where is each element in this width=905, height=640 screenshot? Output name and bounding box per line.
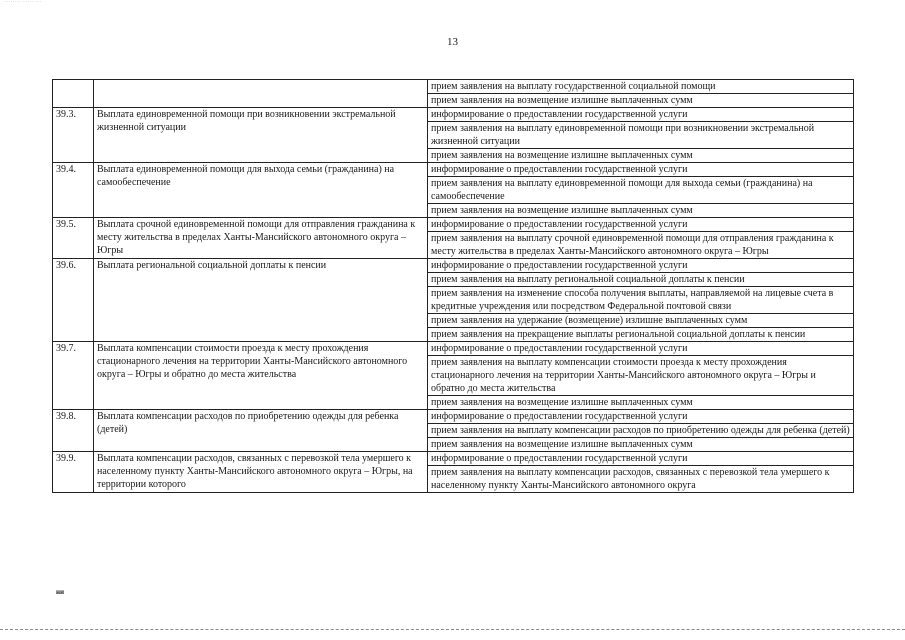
subservice-item: информирование о предоставлении государственной услуги [428, 410, 854, 424]
service-number: 39.8. [53, 410, 94, 452]
subservice-item: прием заявления на возмещение излишне выплаченных сумм [428, 396, 854, 410]
subservice-item: прием заявления на выплату компенсации расходов по приобретению одежды для ребенка (детей) [428, 424, 854, 438]
service-number: 39.9. [53, 452, 94, 493]
services-table [52, 79, 854, 493]
service-name: Выплата компенсации стоимости проезда к месту прохождения стационарного лечения на территории Ханты-Мансийского автономного округа – Югры и обратно до места жительства [94, 342, 428, 410]
service-name: Выплата компенсации расходов по приобретению одежды для ребенка (детей) [94, 410, 428, 452]
service-number: 39.5. [53, 218, 94, 259]
service-number: 39.6. [53, 259, 94, 342]
subservice-item: прием заявления на изменение способа получения выплаты, направляемой на лицевые счета в кредитные учреждения или посредством Федеральной почтовой связи [428, 287, 854, 314]
subservice-item: информирование о предоставлении государственной услуги [428, 342, 854, 356]
services-table-body [53, 80, 854, 493]
subservice-item: прием заявления на выплату компенсации расходов, связанных с перевозкой тела умершего к населенному пункту Ханты-Мансийского автономного округа [428, 466, 854, 493]
table-row [53, 342, 854, 356]
table-row [53, 259, 854, 273]
service-name: Выплата компенсации расходов, связанных с перевозкой тела умершего к населенному пункту Ханты-Мансийского автономного округа – Югры, на территории которого [94, 452, 428, 493]
service-number: 39.7. [53, 342, 94, 410]
service-name: Выплата единовременной помощи для выхода семьи (гражданина) на самообеспечение [94, 163, 428, 218]
subservice-item: прием заявления на выплату региональной социальной доплаты к пенсии [428, 273, 854, 287]
subservice-item: прием заявления на прекращение выплаты региональной социальной доплаты к пенсии [428, 328, 854, 342]
footer-mark: ни [56, 588, 65, 596]
subservice-item: прием заявления на выплату компенсации стоимости проезда к месту прохождения стационарного лечения на территории Ханты-Мансийского автономного округа – Югры и обратно до места жительства [428, 356, 854, 396]
table-row [53, 410, 854, 424]
subservice-item: информирование о предоставлении государственной услуги [428, 163, 854, 177]
subservice-item: информирование о предоставлении государственной услуги [428, 108, 854, 122]
subservice-item: прием заявления на возмещение излишне выплаченных сумм [428, 204, 854, 218]
subservice-item: прием заявления на выплату единовременной помощи при возникновении экстремальной жизненной ситуации [428, 122, 854, 149]
table-row [53, 108, 854, 122]
subservice-item: прием заявления на удержание (возмещение) излишне выплаченных сумм [428, 314, 854, 328]
table-row [53, 218, 854, 232]
service-name [94, 80, 428, 108]
page-number: 13 [447, 36, 458, 48]
subservice-item: прием заявления на выплату государственной социальной помощи [428, 80, 854, 94]
subservice-item: прием заявления на возмещение излишне выплаченных сумм [428, 438, 854, 452]
table-row [53, 452, 854, 466]
subservice-item: прием заявления на возмещение излишне выплаченных сумм [428, 149, 854, 163]
service-number: 39.4. [53, 163, 94, 218]
service-name: Выплата региональной социальной доплаты к пенсии [94, 259, 428, 342]
subservice-item: информирование о предоставлении государственной услуги [428, 259, 854, 273]
table-row [53, 80, 854, 94]
table-row [53, 163, 854, 177]
service-number: 39.3. [53, 108, 94, 163]
scan-header: ········ ····· ··· [4, 0, 43, 5]
subservice-item: прием заявления на выплату срочной единовременной помощи для отправления гражданина к месту жительства в пределах Ханты-Мансийского автономного округа – Югры [428, 232, 854, 259]
subservice-item: прием заявления на возмещение излишне выплаченных сумм [428, 94, 854, 108]
service-name: Выплата срочной единовременной помощи для отправления гражданина к месту жительства в пределах Ханты-Мансийского автономного округа – Югры [94, 218, 428, 259]
service-number [53, 80, 94, 108]
service-name: Выплата единовременной помощи при возникновении экстремальной жизненной ситуации [94, 108, 428, 163]
subservice-item: информирование о предоставлении государственной услуги [428, 218, 854, 232]
scan-edge-line [0, 629, 905, 630]
subservice-item: информирование о предоставлении государственной услуги [428, 452, 854, 466]
subservice-item: прием заявления на выплату единовременной помощи для выхода семьи (гражданина) на самообеспечение [428, 177, 854, 204]
